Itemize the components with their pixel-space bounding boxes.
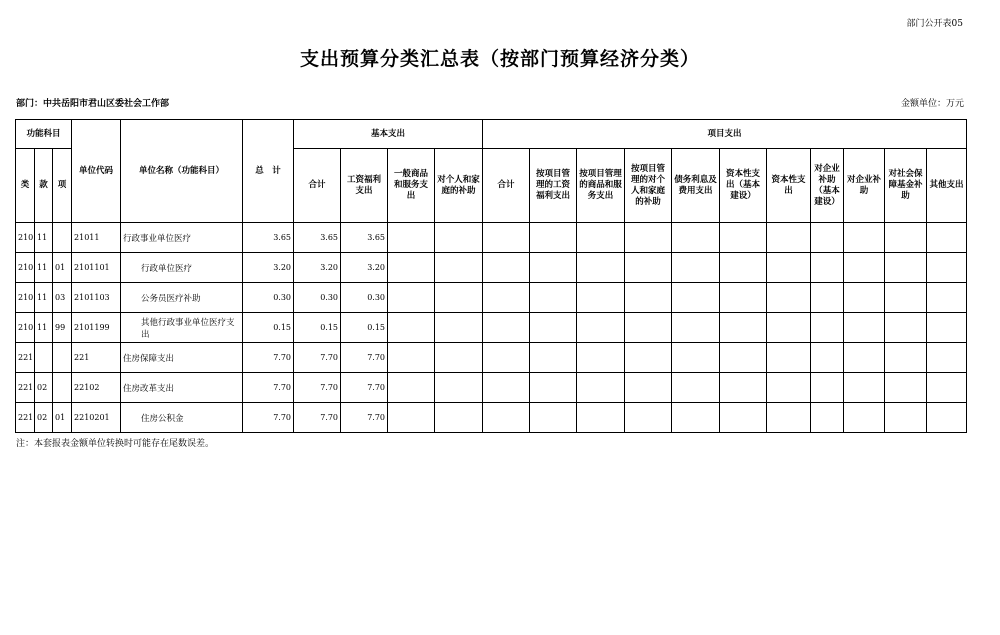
cell-empty: [672, 403, 720, 433]
cell-empty: [927, 313, 967, 343]
cell-code: 22102: [72, 373, 121, 403]
header-proj-goods: 按项目管理的商品和服务支出: [577, 149, 625, 223]
cell-wage: 0.30: [341, 283, 388, 313]
cell-wage: 0.15: [341, 313, 388, 343]
cell-empty: [625, 223, 672, 253]
cell-empty: [388, 373, 435, 403]
header-proj-social: 对社会保障基金补助: [885, 149, 927, 223]
cell-xiang: [53, 343, 72, 373]
expenditure-table: [15, 119, 967, 433]
header-proj-wage: 按项目管理的工资福利支出: [530, 149, 577, 223]
header-proj-personal: 按项目管理的对个人和家庭的补助: [625, 149, 672, 223]
cell-wage: 7.70: [341, 343, 388, 373]
cell-kuan: 02: [35, 373, 53, 403]
amount-unit-label: 金额单位：万元: [900, 99, 964, 109]
cell-empty: [625, 313, 672, 343]
cell-empty: [885, 403, 927, 433]
cell-empty: [927, 253, 967, 283]
cell-empty: [767, 313, 811, 343]
cell-empty: [435, 403, 483, 433]
cell-empty: [885, 343, 927, 373]
header-basic-sum: 合计: [294, 149, 341, 223]
cell-total: 0.15: [243, 313, 294, 343]
cell-empty: [811, 373, 844, 403]
cell-empty: [388, 223, 435, 253]
department-label: 部门：中共岳阳市君山区委社会工作部: [16, 99, 170, 109]
cell-wage: 7.70: [341, 403, 388, 433]
cell-empty: [885, 223, 927, 253]
cell-empty: [577, 283, 625, 313]
cell-empty: [720, 373, 767, 403]
cell-empty: [844, 403, 885, 433]
cell-lei: 221: [16, 343, 35, 373]
cell-total: 3.20: [243, 253, 294, 283]
cell-empty: [811, 403, 844, 433]
cell-empty: [530, 253, 577, 283]
header-proj-other: 其他支出: [927, 149, 967, 223]
header-project: 项目支出: [483, 120, 967, 149]
cell-code: 2101103: [72, 283, 121, 313]
cell-xiang: 99: [53, 313, 72, 343]
cell-empty: [844, 373, 885, 403]
cell-name: 其他行政事业单位医疗支出: [121, 313, 243, 343]
cell-empty: [927, 343, 967, 373]
cell-empty: [577, 373, 625, 403]
cell-empty: [577, 343, 625, 373]
cell-empty: [625, 403, 672, 433]
cell-name: 住房改革支出: [121, 373, 243, 403]
cell-empty: [767, 373, 811, 403]
cell-empty: [885, 253, 927, 283]
cell-lei: 221: [16, 403, 35, 433]
cell-empty: [885, 283, 927, 313]
cell-empty: [672, 313, 720, 343]
header-proj-debt: 债务利息及费用支出: [672, 149, 720, 223]
cell-empty: [483, 253, 530, 283]
cell-lei: 210: [16, 253, 35, 283]
cell-empty: [720, 313, 767, 343]
cell-sum: 7.70: [294, 373, 341, 403]
cell-name: 住房保障支出: [121, 343, 243, 373]
cell-empty: [435, 343, 483, 373]
cell-kuan: 11: [35, 283, 53, 313]
cell-empty: [885, 313, 927, 343]
cell-xiang: 03: [53, 283, 72, 313]
cell-empty: [530, 403, 577, 433]
cell-lei: 210: [16, 283, 35, 313]
cell-wage: 7.70: [341, 373, 388, 403]
cell-name: 行政单位医疗: [121, 253, 243, 283]
cell-empty: [927, 283, 967, 313]
cell-kuan: 11: [35, 253, 53, 283]
cell-empty: [435, 373, 483, 403]
header-func-subject: 功能科目: [16, 120, 72, 149]
table-row: [16, 373, 967, 403]
cell-empty: [811, 313, 844, 343]
cell-empty: [625, 253, 672, 283]
cell-empty: [625, 373, 672, 403]
cell-empty: [672, 343, 720, 373]
table-row: [16, 223, 967, 253]
cell-empty: [927, 403, 967, 433]
cell-name: 行政事业单位医疗: [121, 223, 243, 253]
cell-xiang: [53, 373, 72, 403]
cell-empty: [388, 253, 435, 283]
cell-empty: [720, 403, 767, 433]
cell-empty: [767, 223, 811, 253]
cell-empty: [720, 343, 767, 373]
cell-empty: [577, 253, 625, 283]
table-row: [16, 283, 967, 313]
cell-empty: [388, 403, 435, 433]
cell-empty: [672, 283, 720, 313]
cell-empty: [530, 283, 577, 313]
cell-empty: [672, 223, 720, 253]
cell-kuan: 11: [35, 223, 53, 253]
cell-kuan: 02: [35, 403, 53, 433]
cell-empty: [720, 253, 767, 283]
footnote: 注：本套报表金额单位转换时可能存在尾数误差。: [16, 439, 215, 449]
cell-empty: [483, 223, 530, 253]
cell-xiang: [53, 223, 72, 253]
table-row: [16, 253, 967, 283]
cell-empty: [720, 283, 767, 313]
header-proj-capital: 资本性支出: [767, 149, 811, 223]
cell-empty: [720, 223, 767, 253]
cell-empty: [927, 223, 967, 253]
header-kuan: 款: [35, 149, 53, 223]
cell-empty: [767, 403, 811, 433]
header-proj-ent: 对企业补助: [844, 149, 885, 223]
cell-empty: [483, 313, 530, 343]
cell-empty: [483, 403, 530, 433]
header-basic-wage: 工资福利支出: [341, 149, 388, 223]
cell-sum: 7.70: [294, 343, 341, 373]
cell-empty: [672, 373, 720, 403]
cell-empty: [483, 283, 530, 313]
cell-code: 2101199: [72, 313, 121, 343]
cell-empty: [767, 253, 811, 283]
cell-name: 住房公积金: [121, 403, 243, 433]
cell-empty: [530, 223, 577, 253]
cell-empty: [811, 343, 844, 373]
cell-empty: [388, 313, 435, 343]
cell-empty: [811, 223, 844, 253]
header-basic-goods: 一般商品和服务支出: [388, 149, 435, 223]
cell-total: 7.70: [243, 343, 294, 373]
cell-empty: [577, 403, 625, 433]
cell-empty: [483, 373, 530, 403]
cell-sum: 7.70: [294, 403, 341, 433]
page-title: 支出预算分类汇总表（按部门预算经济分类）: [299, 48, 700, 70]
cell-empty: [844, 313, 885, 343]
cell-code: 21011: [72, 223, 121, 253]
cell-sum: 0.30: [294, 283, 341, 313]
cell-empty: [927, 373, 967, 403]
cell-wage: 3.65: [341, 223, 388, 253]
cell-empty: [530, 343, 577, 373]
cell-empty: [435, 253, 483, 283]
cell-empty: [388, 283, 435, 313]
cell-xiang: 01: [53, 403, 72, 433]
cell-empty: [625, 343, 672, 373]
cell-empty: [767, 343, 811, 373]
cell-empty: [672, 253, 720, 283]
cell-empty: [811, 283, 844, 313]
cell-xiang: 01: [53, 253, 72, 283]
cell-empty: [530, 373, 577, 403]
header-total: 总 计: [243, 120, 294, 223]
cell-empty: [388, 343, 435, 373]
table-row: [16, 313, 967, 343]
header-unit-code: 单位代码: [72, 120, 121, 223]
cell-lei: 210: [16, 223, 35, 253]
cell-empty: [844, 253, 885, 283]
table-row: [16, 403, 967, 433]
cell-empty: [844, 283, 885, 313]
header-proj-ent-build: 对企业补助（基本建设）: [811, 149, 844, 223]
table-row: [16, 343, 967, 373]
cell-empty: [530, 313, 577, 343]
cell-total: 7.70: [243, 403, 294, 433]
header-proj-sum: 合计: [483, 149, 530, 223]
cell-kuan: 11: [35, 313, 53, 343]
header-unit-name: 单位名称（功能科目）: [121, 120, 243, 223]
cell-empty: [435, 223, 483, 253]
cell-empty: [483, 343, 530, 373]
cell-lei: 221: [16, 373, 35, 403]
cell-sum: 3.20: [294, 253, 341, 283]
cell-empty: [844, 223, 885, 253]
header-basic: 基本支出: [294, 120, 483, 149]
cell-code: 221: [72, 343, 121, 373]
cell-empty: [844, 343, 885, 373]
cell-name: 公务员医疗补助: [121, 283, 243, 313]
header-lei: 类: [16, 149, 35, 223]
cell-code: 2210201: [72, 403, 121, 433]
cell-empty: [885, 373, 927, 403]
header-basic-personal: 对个人和家庭的补助: [435, 149, 483, 223]
cell-empty: [811, 253, 844, 283]
cell-empty: [577, 313, 625, 343]
header-proj-capital-build: 资本性支出（基本建设）: [720, 149, 767, 223]
cell-total: 0.30: [243, 283, 294, 313]
header-xiang: 项: [53, 149, 72, 223]
cell-empty: [435, 313, 483, 343]
cell-code: 2101101: [72, 253, 121, 283]
cell-empty: [435, 283, 483, 313]
cell-sum: 0.15: [294, 313, 341, 343]
cell-empty: [625, 283, 672, 313]
cell-empty: [577, 223, 625, 253]
cell-wage: 3.20: [341, 253, 388, 283]
cell-sum: 3.65: [294, 223, 341, 253]
cell-lei: 210: [16, 313, 35, 343]
cell-empty: [767, 283, 811, 313]
cell-total: 3.65: [243, 223, 294, 253]
cell-total: 7.70: [243, 373, 294, 403]
cell-kuan: [35, 343, 53, 373]
form-code: 部门公开表05: [906, 19, 963, 29]
